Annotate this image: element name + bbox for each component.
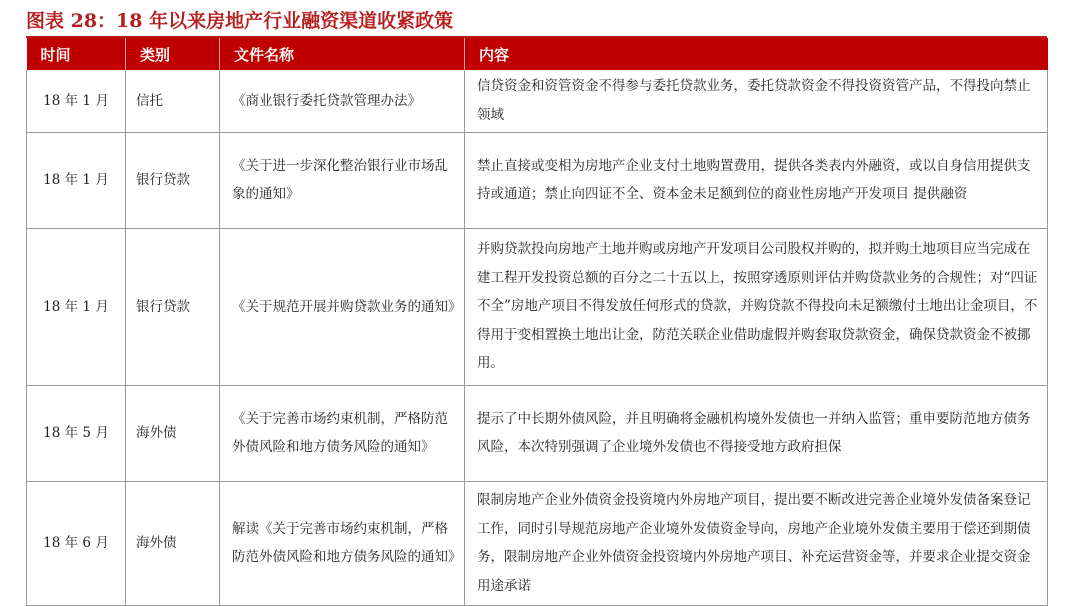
time-cell: 18 年 1 月 <box>27 132 126 228</box>
category-cell: 海外债 <box>126 481 220 605</box>
table-row <box>27 228 1048 385</box>
content-cell: 限制房地产企业外债资金投资境内外房地产项目，提出要不断改进完善企业境外发债备案登记工作，同时引导规范房地产企业境外发债资金导向，房地产企业境外发债主要用于偿还到期债务，限制房地产企业外债资金投资境内外房地产项目、补充运营资金等，并要求企业提交资金用途承诺 <box>465 481 1048 605</box>
policy-table <box>26 38 1048 606</box>
header-category: 类别 <box>126 38 220 70</box>
content-cell: 提示了中长期外债风险，并且明确将金融机构境外发债也一并纳入监管；重申要防范地方债务风险，本次特别强调了企业境外发债也不得接受地方政府担保 <box>465 385 1048 481</box>
header-file-name: 文件名称 <box>220 38 465 70</box>
category-cell: 银行贷款 <box>126 228 220 385</box>
table-row <box>27 385 1048 481</box>
header-time: 时间 <box>27 38 126 70</box>
file-name-cell: 《关于进一步深化整治银行业市场乱象的通知》 <box>220 132 465 228</box>
content-cell: 禁止直接或变相为房地产企业支付土地购置费用，提供各类表内外融资，或以自身信用提供支持或通道；禁止向四证不全、资本金未足额到位的商业性房地产开发项目 提供融资 <box>465 132 1048 228</box>
page-title: 图表 28：18 年以来房地产行业融资渠道收紧政策 <box>26 10 454 32</box>
category-cell: 银行贷款 <box>126 132 220 228</box>
file-name-cell: 《关于完善市场约束机制，严格防范外债风险和地方债务风险的通知》 <box>220 385 465 481</box>
table-row <box>27 481 1048 605</box>
file-name-cell: 解读《关于完善市场约束机制，严格防范外债风险和地方债务风险的通知》 <box>220 481 465 605</box>
header-content: 内容 <box>465 38 1048 70</box>
category-cell: 海外债 <box>126 385 220 481</box>
table-row <box>27 70 1048 132</box>
time-cell: 18 年 1 月 <box>27 70 126 132</box>
category-cell: 信托 <box>126 70 220 132</box>
file-name-cell: 《关于规范开展并购贷款业务的通知》 <box>220 228 465 385</box>
time-cell: 18 年 6 月 <box>27 481 126 605</box>
file-name-cell: 《商业银行委托贷款管理办法》 <box>220 70 465 132</box>
table-header-row <box>27 38 1048 70</box>
time-cell: 18 年 1 月 <box>27 228 126 385</box>
content-cell: 并购贷款投向房地产土地并购或房地产开发项目公司股权并购的，拟并购土地项目应当完成在建工程开发投资总额的百分之二十五以上，按照穿透原则评估并购贷款业务的合规性；对“四证不全”房地产项目不得发放任何形式的贷款，并购贷款不得投向未足额缴付土地出让金项目，不得用于变相置换土地出让金，防范关联企业借助虚假并购套取贷款资金，确保贷款资金不被挪用。 <box>465 228 1048 385</box>
content-cell: 信贷资金和资管资金不得参与委托贷款业务，委托贷款资金不得投资资管产品，不得投向禁止领域 <box>465 70 1048 132</box>
table-row <box>27 132 1048 228</box>
time-cell: 18 年 5 月 <box>27 385 126 481</box>
